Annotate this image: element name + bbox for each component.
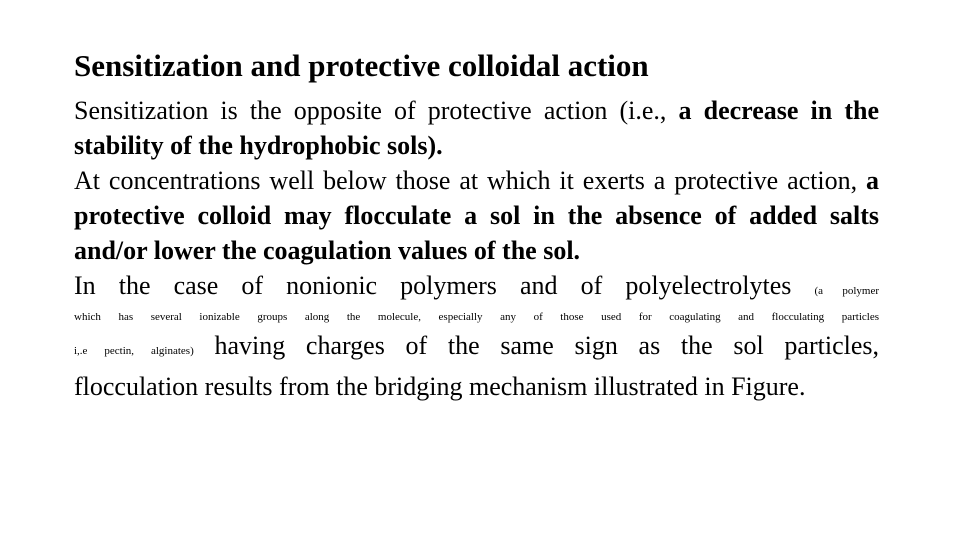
p1-text: Sensitization is the opposite of protective action (i.e., <box>74 96 679 125</box>
p3-end-text: flocculation results from the bridging mechanism illustrated in Figure. <box>74 372 806 401</box>
paragraph-sensitization <box>74 93 879 163</box>
p3-start-text: In the case of nonionic polymers and of polyelectrolytes <box>74 271 815 300</box>
paragraph-concentrations <box>74 163 879 268</box>
slide-body <box>74 93 879 404</box>
p3-note-b: which has several ionizable groups along the molecule, especially any of those used for coagulating and flocculating particles <box>74 311 879 323</box>
p2-bold-text: a protective colloid may flocculate a sol in the absence of added salts and/or lower the coagulation values of the sol. <box>74 166 879 265</box>
p2-text: At concentrations well below those at which it exerts a protective action, <box>74 166 866 195</box>
slide-title: Sensitization and protective colloidal action <box>74 48 649 83</box>
p3-rest-text: having charges of the same sign as the sol particles, <box>193 331 879 360</box>
p3-line-3 <box>74 328 879 369</box>
paragraph-polymers <box>74 268 879 404</box>
p3-note-a: (a polymer <box>814 285 880 297</box>
p3-line-1 <box>74 268 879 309</box>
p3-note-c: i,.e pectin, alginates) <box>74 345 194 357</box>
p1-bold-text: a decrease in the stability of the hydrophobic sols). <box>74 96 879 160</box>
